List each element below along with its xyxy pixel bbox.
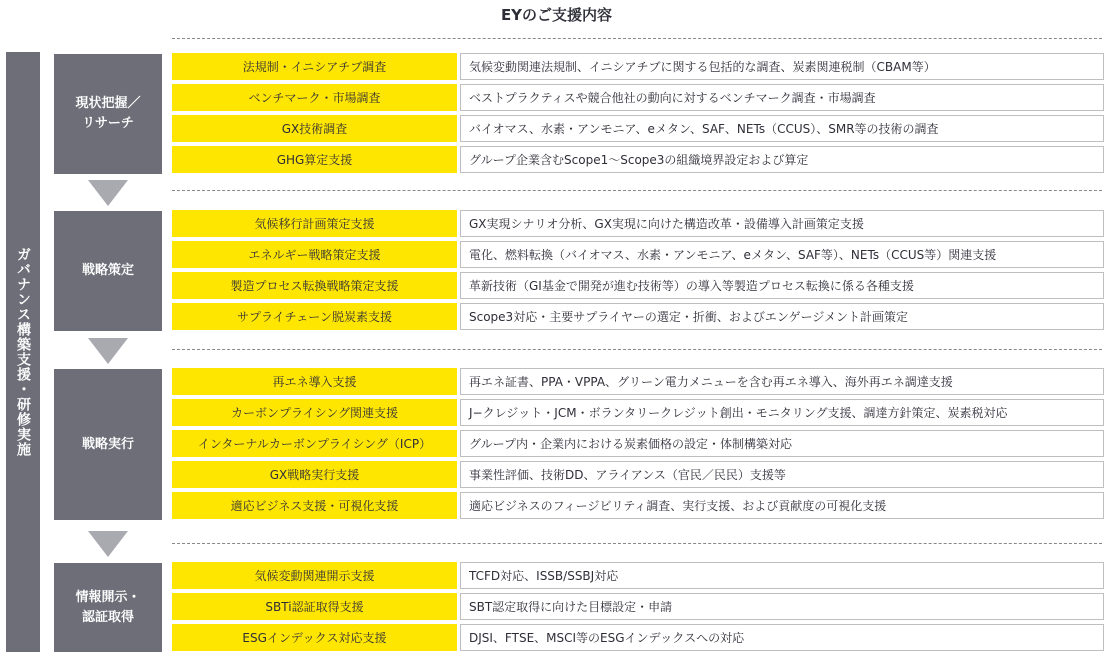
phase-label: 戦略策定 [81, 263, 134, 278]
category-cell: 気候移行計画策定支援 [172, 210, 457, 237]
category-cell: 適応ビジネス支援・可視化支援 [172, 492, 457, 519]
category-cell: ベンチマーク・市場調査 [172, 84, 457, 111]
table-row [172, 461, 1104, 488]
table-row [172, 115, 1104, 142]
table-row [172, 430, 1104, 457]
table-row [172, 210, 1104, 237]
category-cell: サプライチェーン脱炭素支援 [172, 303, 457, 330]
category-cell: GX技術調査 [172, 115, 457, 142]
divider [172, 349, 1102, 350]
category-cell: ESGインデックス対応支援 [172, 624, 457, 651]
page-title: EYのご支援内容 [500, 6, 613, 24]
divider [172, 190, 1102, 191]
phase-label: 情報開示・ 認証取得 [75, 589, 141, 625]
category-cell: 法規制・イニシアチブ調査 [172, 53, 457, 80]
description-cell: 電化、燃料転換（バイオマス、水素・アンモニア、eメタン、SAF等）、NETs（CCUS等）関連支援 [460, 241, 1104, 268]
phase-label: 現状把握／ リサーチ [75, 96, 141, 131]
category-cell: 気候変動関連開示支援 [172, 562, 457, 589]
description-cell: TCFD対応、ISSB/SSBJ対応 [460, 562, 1104, 589]
description-cell: J−クレジット・JCM・ボランタリークレジット創出・モニタリング支援、調達方針策定、炭素税対応 [460, 399, 1104, 426]
table-row [172, 624, 1104, 651]
description-cell: 事業性評価、技術DD、アライアンス（官民／民民）支援等 [460, 461, 1104, 488]
divider [172, 543, 1102, 544]
sidebar-label: ガバナンス構築支援・研修実施 [15, 247, 31, 457]
phase-execution [54, 369, 162, 520]
category-cell: エネルギー戦略策定支援 [172, 241, 457, 268]
description-cell: GX実現シナリオ分析、GX実現に向けた構造改革・設備導入計画策定支援 [460, 210, 1104, 237]
table-row [172, 53, 1104, 80]
table-row [172, 399, 1104, 426]
table-row [172, 146, 1104, 173]
table-row [172, 241, 1104, 268]
description-cell: Scope3対応・主要サプライヤーの選定・折衝、およびエンゲージメント計画策定 [460, 303, 1104, 330]
down-arrow-icon [88, 338, 128, 364]
category-cell: 再エネ導入支援 [172, 368, 457, 395]
description-cell: 適応ビジネスのフィージビリティ調査、実行支援、および貢献度の可視化支援 [460, 492, 1104, 519]
category-cell: SBTi認証取得支援 [172, 593, 457, 620]
phase-research [54, 54, 162, 174]
sidebar-governance [6, 52, 40, 652]
table-row [172, 562, 1104, 589]
description-cell: 気候変動関連法規制、イニシアチブに関する包括的な調査、炭素関連税制（CBAM等） [460, 53, 1104, 80]
description-cell: グループ内・企業内における炭素価格の設定・体制構築対応 [460, 430, 1104, 457]
category-cell: GX戦略実行支援 [172, 461, 457, 488]
category-cell: インターナルカーボンプライシング（ICP） [172, 430, 457, 457]
down-arrow-icon [88, 531, 128, 557]
table-row [172, 303, 1104, 330]
down-arrow-icon [88, 180, 128, 206]
description-cell: DJSI、FTSE、MSCI等のESGインデックスへの対応 [460, 624, 1104, 651]
category-cell: カーボンプライシング関連支援 [172, 399, 457, 426]
category-cell: GHG算定支援 [172, 146, 457, 173]
table-row [172, 84, 1104, 111]
divider [172, 38, 1102, 39]
description-cell: グループ企業含むScope1～Scope3の組織境界設定および算定 [460, 146, 1104, 173]
phase-disclosure [54, 563, 162, 652]
table-row [172, 593, 1104, 620]
phase-label: 戦略実行 [81, 436, 134, 452]
category-cell: 製造プロセス転換戦略策定支援 [172, 272, 457, 299]
table-row [172, 368, 1104, 395]
description-cell: バイオマス、水素・アンモニア、eメタン、SAF、NETs（CCUS）、SMR等の技術の調査 [460, 115, 1104, 142]
description-cell: ベストプラクティスや競合他社の動向に対するベンチマーク調査・市場調査 [460, 84, 1104, 111]
description-cell: 革新技術（GI基金で開発が進む技術等）の導入等製造プロセス転換に係る各種支援 [460, 272, 1104, 299]
description-cell: SBT認定取得に向けた目標設定・申請 [460, 593, 1104, 620]
phase-strategy [54, 211, 162, 331]
table-row [172, 272, 1104, 299]
description-cell: 再エネ証書、PPA・VPPA、グリーン電力メニューを含む再エネ導入、海外再エネ調達支援 [460, 368, 1104, 395]
table-row [172, 492, 1104, 519]
